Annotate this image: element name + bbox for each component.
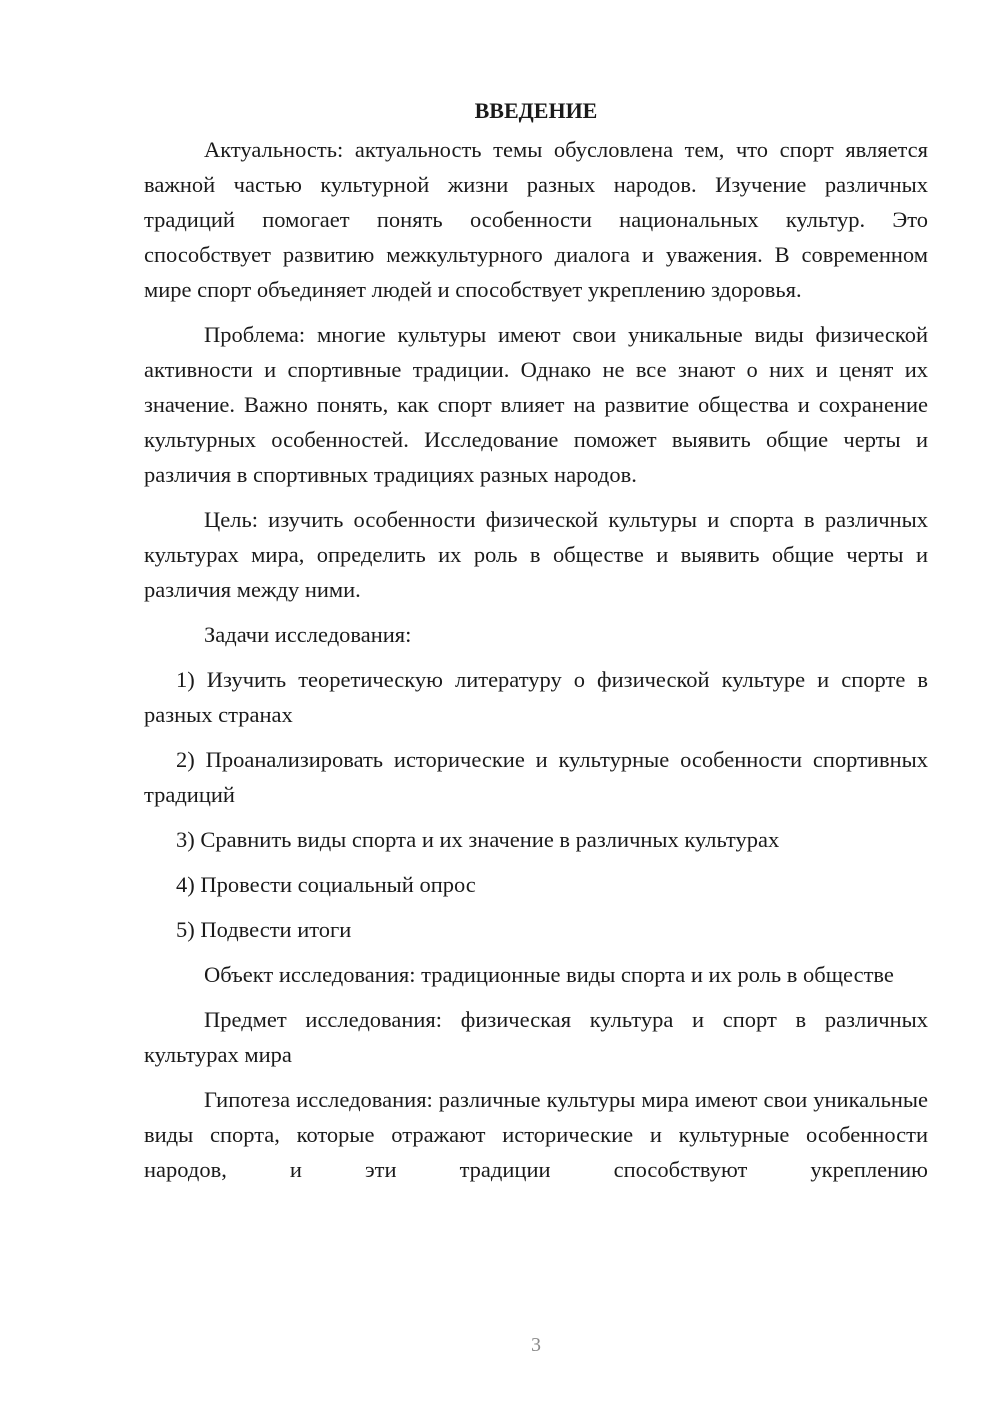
goal-paragraph: Цель: изучить особенности физической культуры и спорта в различных культурах мира, определить их роль в обществе и выявить общие черты и различия между ними. (144, 507, 928, 602)
subject-paragraph: Предмет исследования: физическая культура и спорт в различных культурах мира (144, 1007, 928, 1067)
section-title: ВВЕДЕНИЕ (474, 98, 598, 123)
document-page (144, 96, 928, 1187)
object-paragraph: Объект исследования: традиционные виды спорта и их роль в обществе (204, 962, 894, 987)
tasks-heading: Задачи исследования: (204, 622, 412, 647)
problem-paragraph: Проблема: многие культуры имеют свои уникальные виды физической активности и спортивные традиции. Однако не все знают о них и ценят их значение. Важно понять, как спорт влияет на развитие общества и сохранение культурных особенностей. Исследование поможет выявить общие черты и различия в спортивных традициях разных народов. (144, 322, 928, 487)
hypothesis-paragraph: Гипотеза исследования: различные культуры мира имеют свои уникальные виды спорта, которые отражают исторические и культурные особенности народов, и эти традиции способствуют укреплению (144, 1087, 928, 1182)
task-item-2: 2) Проанализировать исторические и культурные особенности спортивных традиций (144, 747, 928, 807)
task-item-4: 4) Провести социальный опрос (176, 872, 476, 897)
page-number: 3 (531, 1334, 541, 1356)
task-item-3: 3) Сравнить виды спорта и их значение в различных культурах (176, 827, 780, 852)
relevance-paragraph: Актуальность: актуальность темы обусловлена тем, что спорт является важной частью культурной жизни разных народов. Изучение различных традиций помогает понять особенности национальных культур. Это способствует развитию межкультурного диалога и уважения. В современном мире спорт объединяет людей и способствует укреплению здоровья. (144, 137, 928, 302)
task-item-5: 5) Подвести итоги (176, 917, 352, 942)
task-item-1: 1) Изучить теоретическую литературу о физической культуре и спорте в разных странах (144, 667, 928, 727)
